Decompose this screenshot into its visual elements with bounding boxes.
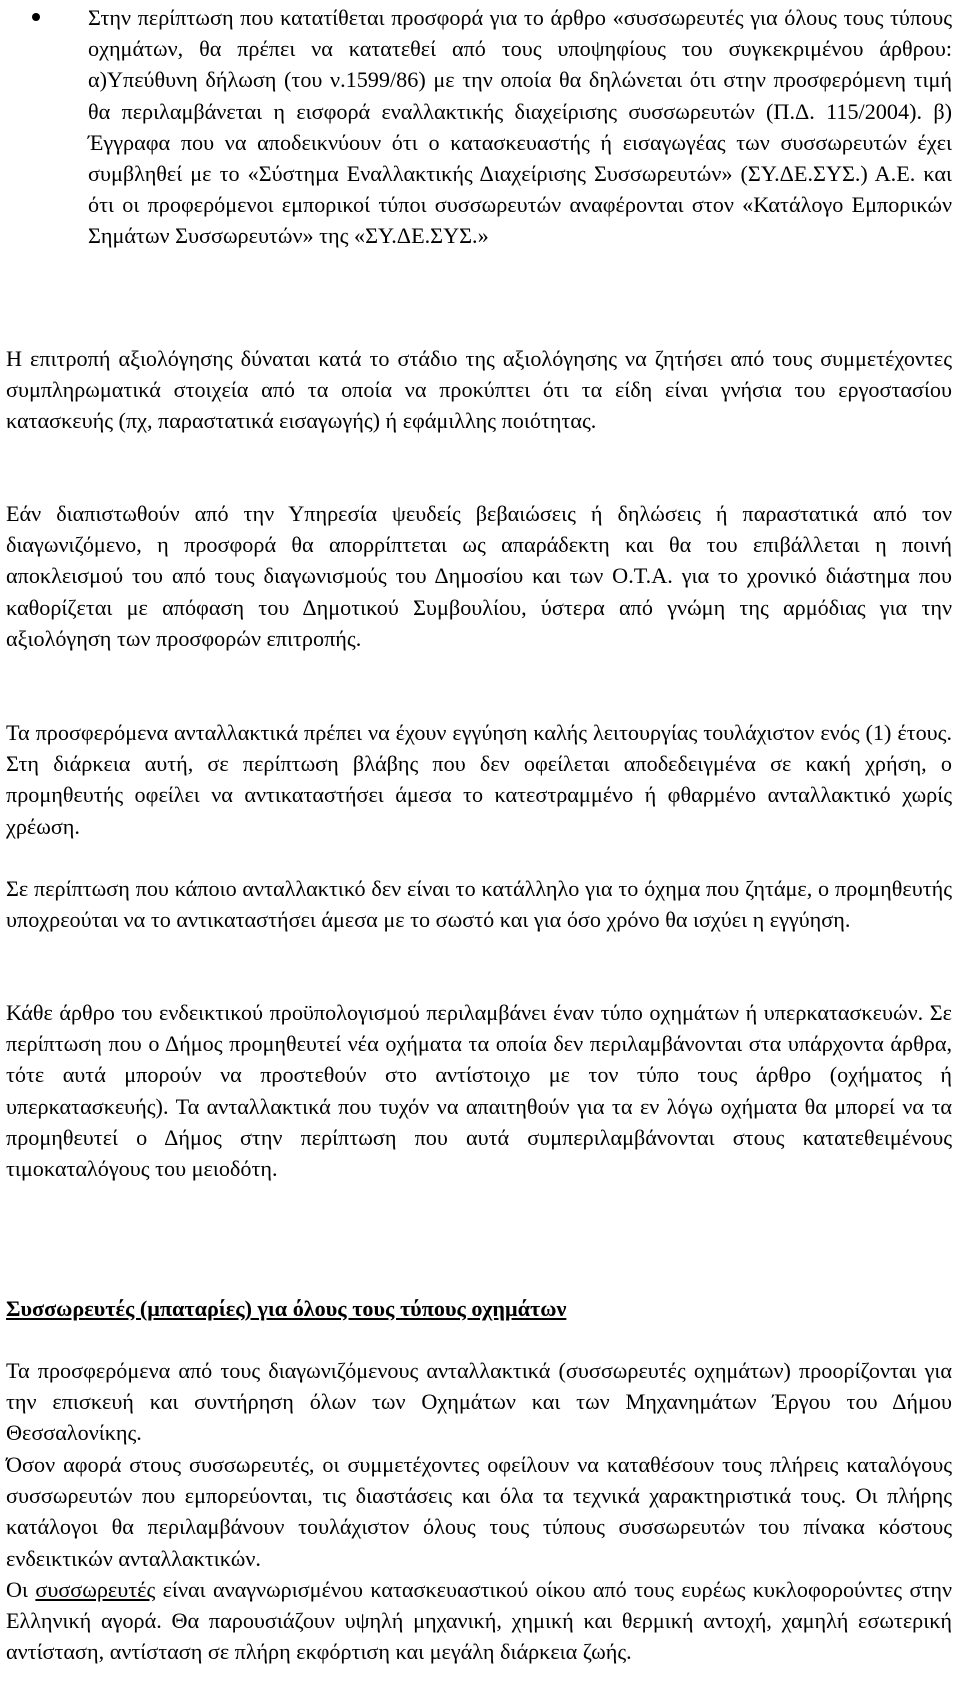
section-heading-batteries: Συσσωρευτές (μπαταρίες) για όλους τους τύπους οχημάτων — [6, 1296, 567, 1321]
bullet-dot-icon — [32, 13, 40, 21]
bullet-paragraph: Στην περίπτωση που κατατίθεται προσφορά για το άρθρο «συσσωρευτές για όλους τους τύπους οχημάτων, θα πρέπει να κατατεθεί από τους υποψηφίους του συγκεκριμένου άρθρου: α)Υπεύθυνη δήλωση (του ν.1599/86) με την οποία θα δηλώνεται ότι στην προσφερόμενη τιμή θα περιλαμβάνεται η εισφορά εναλλακτικής διαχείρισης συσσωρευτών (Π.Δ. 115/2004). β) Έγγραφα που να αποδεικνύουν ότι ο κατασκευαστής ή εισαγωγέας των συσσωρευτών έχει συμβληθεί με το «Σύστημα Εναλλακτικής Διαχείρισης Συσσωρευτών» (ΣΥ.ΔΕ.ΣΥΣ.) Α.Ε. και ότι οι προφερόμενοι εμπορικοί τύποι συσσωρευτών αναφέρονται στον «Κατάλογο Εμπορικών Σημάτων Συσσωρευτών» της «ΣΥ.ΔΕ.ΣΥΣ.» — [88, 5, 952, 249]
underlined-term-batteries: συσσωρευτές — [35, 1577, 156, 1602]
paragraph-false-statements: Εάν διαπιστωθούν από την Υπηρεσία ψευδείς βεβαιώσεις ή δηλώσεις ή παραστατικά από τον διαγωνιζόμενο, η προσφορά θα απορρίπτεται ως απαράδεκτη και θα του επιβάλλεται η ποινή αποκλεισμού του από τους διαγωνισμούς του Δημοσίου και των Ο.Τ.Α. για το χρονικό διάστημα που καθορίζεται με απόφαση του Δημοτικού Συμβουλίου, ύστερα από γνώμη της αρμόδιας για την αξιολόγηση των προσφορών επιτροπής. — [6, 501, 952, 651]
paragraph-batteries-quality-rest: είναι αναγνωρισμένου κατασκευαστικού οίκου από τους ευρέως κυκλοφορούντες στην Ελληνική αγορά. Θα παρουσιάζουν υψηλή μηχανική, χημική και θερμική αντοχή, χαμηλή εσωτερική αντίσταση, αντίσταση σε πλήρη εκφόρτιση και μεγάλη διάρκεια ζωής. — [6, 1577, 952, 1665]
paragraph-batteries-quality — [6, 1574, 952, 1668]
paragraph-evaluation: Η επιτροπή αξιολόγησης δύναται κατά το στάδιο της αξιολόγησης να ζητήσει από τους συμμετέχοντες συμπληρωματικά στοιχεία από τα οποία να προκύπτει ότι τα είδη είναι γνήσια του εργοστασίου κατασκευής (πχ, παραστατικά εισαγωγής) ή εφάμιλλης ποιότητας. — [6, 346, 952, 434]
paragraph-wrong-part: Σε περίπτωση που κάποιο ανταλλακτικό δεν είναι το κατάλληλο για το όχημα που ζητάμε, ο προμηθευτής υποχρεούται να το αντικαταστήσει άμεσα με το σωστό και για όσο χρόνο θα ισχύει η εγγύηση. — [6, 876, 952, 933]
paragraph-budget-items: Κάθε άρθρο του ενδεικτικού προϋπολογισμού περιλαμβάνει έναν τύπο οχημάτων ή υπερκατασκευών. Σε περίπτωση που ο Δήμος προμηθευτεί νέα οχήματα τα οποία δεν περιλαμβάνονται στα υπάρχοντα άρθρα, τότε αυτά μπορούν να προστεθούν στο αντίστοιχο με τον τύπο τους άρθρο (οχήματος ή υπερκατασκευής). Τα ανταλλακτικά που τυχόν να απαιτηθούν για τα εν λόγω οχήματα θα μπορεί να τα προμηθευτεί ο Δήμος στην περίπτωση που αυτά συμπεριλαμβάνονται στους κατατεθειμένους τιμοκαταλόγους του μειοδότη. — [6, 1000, 952, 1182]
paragraph-warranty: Τα προσφερόμενα ανταλλακτικά πρέπει να έχουν εγγύηση καλής λειτουργίας τουλάχιστον ενός (1) έτους. Στη διάρκεια αυτή, σε περίπτωση βλάβης που δεν οφείλεται αποδεδειγμένα σε κακή χρήση, ο προμηθευτής οφείλει να αντικαταστήσει άμεσα το κατεστραμμένο ή φθαρμένο ανταλλακτικό χωρίς χρέωση. — [6, 720, 952, 839]
paragraph-batteries-purpose: Τα προσφερόμενα από τους διαγωνιζόμενους ανταλλακτικά (συσσωρευτές οχημάτων) προορίζονται για την επισκευή και συντήρηση όλων των Οχημάτων και των Μηχανημάτων Έργου του Δήμου Θεσσαλονίκης. — [6, 1358, 952, 1446]
bullet-list-item — [32, 2, 952, 252]
paragraph-batteries-quality-start: Οι — [6, 1577, 36, 1602]
paragraph-batteries-catalogue: Όσον αφορά στους συσσωρευτές, οι συμμετέχοντες οφείλουν να καταθέσουν τους πλήρεις καταλόγους συσσωρευτών που εμπορεύονται, τις διαστάσεις και όλα τα τεχνικά χαρακτηριστικά τους. Οι πλήρης κατάλογοι θα περιλαμβάνουν τουλάχιστον όλους τους τύπους συσσωρευτών του πίνακα κόστους ενδεικτικών ανταλλακτικών. — [6, 1452, 952, 1571]
